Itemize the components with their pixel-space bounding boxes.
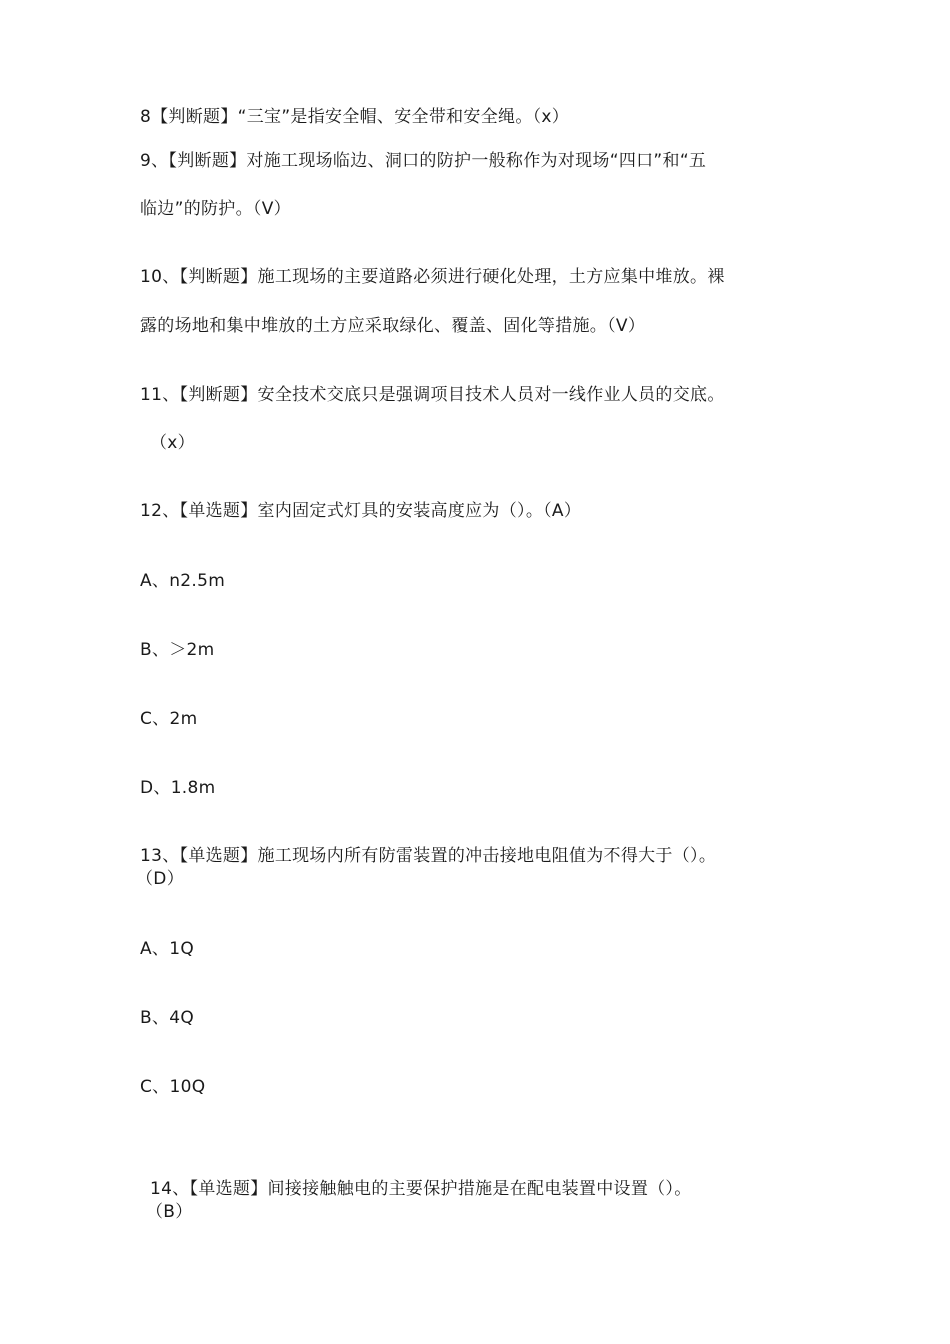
question-13-option-c: C、10Q	[140, 1077, 206, 1097]
question-12-option-b: B、＞2m	[140, 640, 215, 660]
question-13-option-b: B、4Q	[140, 1008, 195, 1028]
question-8-text: 8【判断题】“三宝”是指安全帽、安全带和安全绳。（x）	[140, 107, 570, 127]
question-12-option-d: D、1.8m	[140, 778, 216, 798]
question-11-text-line2: （x）	[150, 433, 195, 453]
question-9-text-line1: 9、【判断题】对施工现场临边、洞口的防护一般称作为对现场“四口”和“五	[140, 151, 707, 171]
question-13-text-line1: 13、【单选题】施工现场内所有防雷装置的冲击接地电阻值为不得大于（）。	[140, 846, 717, 866]
question-12-stem: 12、【单选题】室内固定式灯具的安装高度应为（）。（A）	[140, 501, 582, 521]
question-13-option-a: A、1Q	[140, 939, 195, 959]
question-13-text-line2: （D）	[136, 869, 184, 889]
question-10-text-line1: 10、【判断题】施工现场的主要道路必须进行硬化处理，土方应集中堆放。裸	[140, 267, 725, 287]
question-9-text-line2: 临边”的防护。（V）	[140, 199, 291, 219]
question-12-option-c: C、2m	[140, 709, 198, 729]
question-14-text-line1: 14、【单选题】间接接触触电的主要保护措施是在配电装置中设置（）。	[150, 1179, 692, 1199]
question-10-text-line2: 露的场地和集中堆放的土方应采取绿化、覆盖、固化等措施。（V）	[140, 316, 646, 336]
question-12-option-a: A、n2.5m	[140, 571, 226, 591]
question-14-text-line2: （B）	[146, 1202, 193, 1222]
question-11-text-line1: 11、【判断题】安全技术交底只是强调项目技术人员对一线作业人员的交底。	[140, 385, 725, 405]
